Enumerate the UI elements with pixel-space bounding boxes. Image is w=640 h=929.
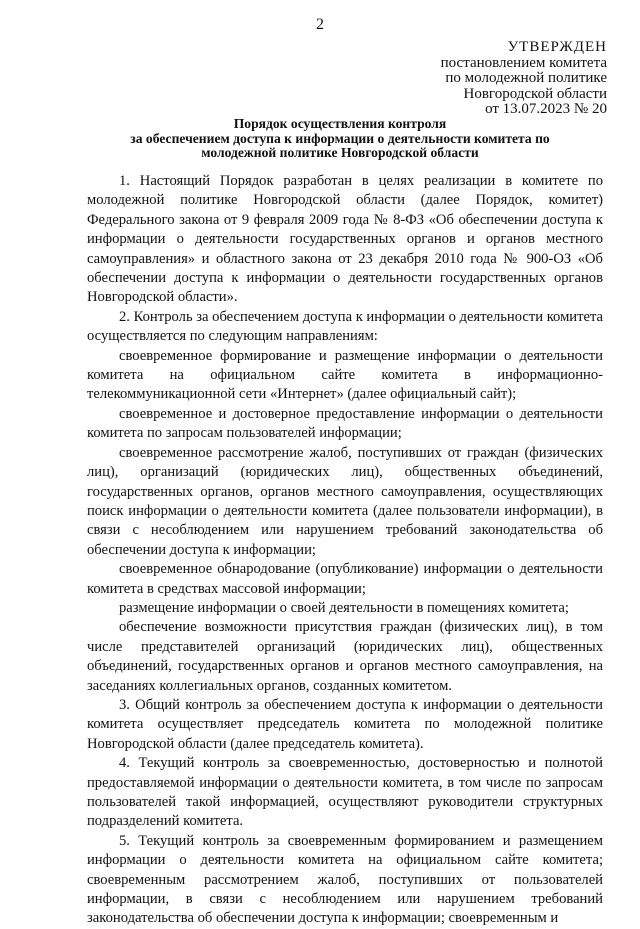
- approval-stamp: [441, 40, 607, 118]
- paragraph-4: 4. Текущий контроль за своевременностью, достоверностью и полнотой предоставляемой информации о деятельности комитета, в том числе по запросам пользователей такой информацией, осуществляют руководители структурных подразделений комитета.: [87, 755, 603, 830]
- approval-heading: УТВЕРЖДЕН: [507, 39, 607, 55]
- approval-date: от 13.07.2023 № 20: [485, 101, 607, 117]
- list-item: своевременное и достоверное предоставление информации о деятельности комитета по запросам пользователей информации;: [87, 405, 603, 442]
- document-body: [87, 172, 603, 929]
- paragraph-2: 2. Контроль за обеспечением доступа к информации о деятельности комитета осуществляется по следующим направлениям:: [87, 308, 604, 345]
- approval-line: Новгородской области: [463, 85, 607, 102]
- title-line: молодежной политике Новгородской области: [201, 145, 479, 161]
- document-title: [120, 117, 560, 161]
- approval-line: по молодежной политике: [445, 70, 607, 86]
- list-item: обеспечение возможности присутствия граждан (физических лиц), в том числе представителей организаций (юридических лиц), общественных объединений, государственных органов и органов местного самоуправления, на заседаниях коллегиальных органов, созданных комитетом.: [87, 619, 603, 694]
- paragraph-3: 3. Общий контроль за обеспечением доступа к информации о деятельности комитета осуществляет председатель комитета по молодежной политике Новгородской области (далее председатель комитета).: [87, 696, 603, 752]
- page-number: 2: [316, 16, 324, 33]
- approval-line: постановлением комитета: [440, 54, 607, 71]
- list-item: своевременное формирование и размещение информации о деятельности комитета на официальном сайте комитета в информационно-телекоммуникационной сети «Интернет» (далее официальный сайт);: [87, 347, 603, 403]
- paragraph-1: 1. Настоящий Порядок разработан в целях реализации в комитете по молодежной политике Новгородской области (далее Порядок, комитет) Федерального закона от 9 февраля 2009 года № 8-ФЗ «Об обеспечении доступа к информации о деятельности государственных органов и органов местного самоуправления» и областного закона от 23 декабря 2010 года № 900-ОЗ «Об обеспечении доступа к информации о деятельности государственных органов Новгородской области».: [87, 173, 603, 306]
- list-item: размещение информации о своей деятельности в помещениях комитета;: [119, 599, 569, 616]
- paragraph-5: 5. Текущий контроль за своевременным формированием и размещением информации о деятельности комитета на официальном сайте комитета; своевременным рассмотрением жалоб, поступивших от пользователей информации, в связи с несоблюдением или нарушением требований законодательства об обеспечении доступа к информации; своевременным и: [87, 832, 603, 927]
- list-item: своевременное обнародование (опубликование) информации о деятельности комитета в средствах массовой информации;: [87, 561, 603, 597]
- list-item: своевременное рассмотрение жалоб, поступивших от граждан (физических лиц), организаций (юридических лиц), общественных объединений, государственных органов, органов местного самоуправления, осуществляющих поиск информации о деятельности комитета (далее пользователи информации), в связи с несоблюдением или нарушением требований законодательства об обеспечении доступа к информации;: [87, 444, 603, 558]
- title-line: за обеспечением доступа к информации о деятельности комитета по: [130, 130, 550, 146]
- title-line: Порядок осуществления контроля: [233, 116, 447, 131]
